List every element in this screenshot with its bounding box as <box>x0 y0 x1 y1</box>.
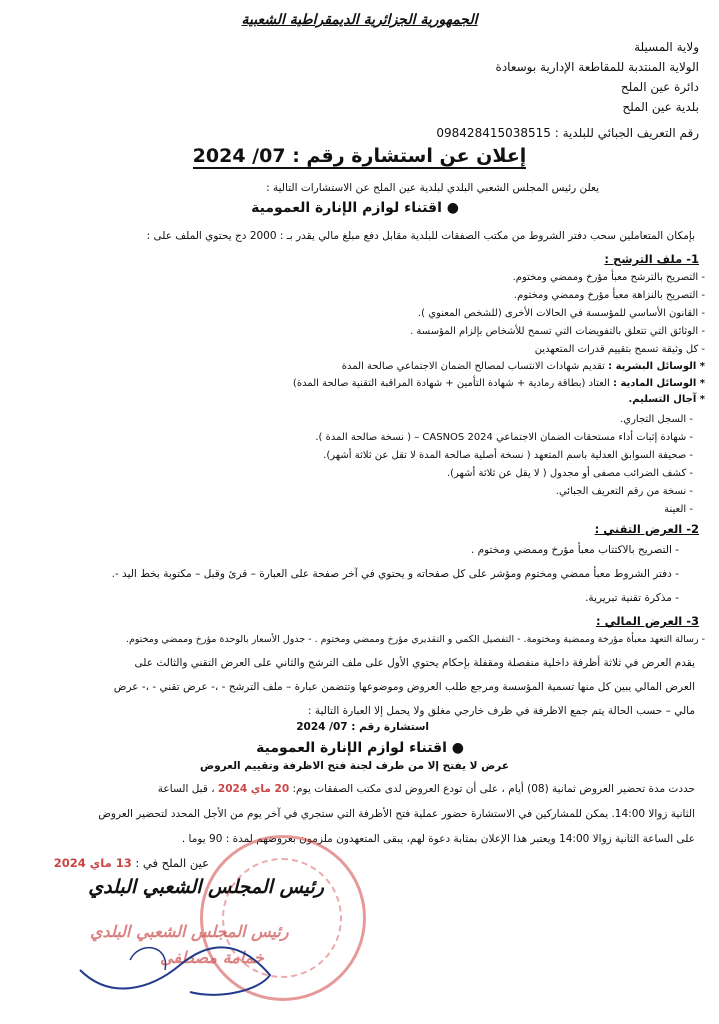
section1-doc: - العينة <box>664 504 693 515</box>
section1-item: - الوثائق التي تتعلق بالتفويضات التي تسمح للأشخاص بإلزام المؤسسة . <box>410 326 705 337</box>
announcement-intro: يعلن رئيس المجلس الشعبي البلدي لبلدية عين الملح عن الاستشارات التالية : <box>266 182 599 194</box>
section1-doc: - نسخة من رقم التعريف الجبائي. <box>555 486 693 497</box>
wilaya-line: ولاية المسيلة <box>634 40 699 54</box>
subject-heading-repeat: ● اقتناء لوازم الإنارة العمومية <box>256 740 464 756</box>
stamp-name-text: خمامة مصطفى <box>160 948 264 967</box>
submission-line: مالي – حسب الحالة يتم جمع الاظرفة في ظرف خارجي مغلق ولا يحمل إلا العبارة التالية : <box>307 705 695 717</box>
section1-doc: - كشف الضرائب مصفى أو مجدول ( لا يقل عن ثلاثة أشهر). <box>446 468 693 479</box>
delegated-wilaya-line: الولاية المنتدبة للمقاطعة الإدارية بوسعادة <box>495 60 699 74</box>
no-open-notice: عرض لا يفتح إلا من طرف لجنة فتح الاظرفة وتقييم العروض <box>199 760 509 772</box>
fiscal-id-line: رقم التعريف الجبائي للبلدية : 098428415038515 <box>436 126 699 140</box>
section3-items: - رسالة التعهد معبأة مؤرخة وممضية ومختومة. - التفصيل الكمي و التقديري مؤرخ وممضي ومختوم . - جدول الأسعار بالوحدة مؤرخ وممضي ومختوم. <box>125 634 705 645</box>
section1-item: - القانون الأساسي للمؤسسة في الحالات الأخرى (للشخص المعنوي ). <box>417 308 705 319</box>
section2-item: - التصريح بالاكتتاب معبأ مؤرخ وممضي ومختوم . <box>470 544 679 556</box>
section3-heading: 3- العرض المالي : <box>595 614 699 628</box>
subject-heading: ● اقتناء لوازم الإنارة العمومية <box>251 200 459 216</box>
deadline-line1: حددت مدة تحضير العروض ثمانية (08) أيام ، على أن تودع العروض لدى مكتب الصفقات يوم: 20 ماي 2024 ، قبل الساعة <box>157 783 695 795</box>
commune-line: بلدية عين الملح <box>622 100 699 114</box>
eligibility-text: بإمكان المتعاملين سحب دفتر الشروط من مكتب الصفقات للبلدية مقابل دفع مبلغ مالي يقدر بـ : 2000 دج يحتوي الملف على : <box>146 230 695 242</box>
section2-item: - مذكرة تقنية تبريرية. <box>585 592 679 604</box>
deadline-line2: الثانية زوالا 14:00. يمكن للمشاركين في الاستشارة حضور عملية فتح الأظرفة التي ستجري في آخر يوم من الأجل المحدد لتحضير العروض <box>98 808 695 820</box>
signer-title: رئيس المجلس الشعبي البلدي <box>88 876 324 898</box>
section1-item: - التصريح بالترشح معبأ مؤرخ وممضي ومختوم. <box>512 272 705 283</box>
section1-item: - كل وثيقة تسمح بتقييم قدرات المتعهدين <box>534 344 705 355</box>
announcement-title: إعلان عن استشارة رقم : 07/ 2024 <box>192 145 527 167</box>
section1-item: - التصريح بالنزاهة معبأ مؤرخ وممضي ومختوم. <box>514 290 705 301</box>
section1-doc: - صحيفة السوابق العدلية باسم المتعهد ( نسخة أصلية صالحة المدة لا تقل عن ثلاثة أشهر). <box>323 450 693 461</box>
material-means-line: * الوسائل المادية : العتاد (بطاقة رمادية + شهادة التأمين + شهادة المراقبة التقنية صالحة المدة) <box>292 378 705 389</box>
handwritten-signature <box>70 930 290 1010</box>
republic-header: الجمهورية الجزائرية الديمقراطية الشعبية <box>241 12 478 28</box>
section1-doc: - السجل التجاري. <box>620 414 693 425</box>
deadline-line3: على الساعة الثانية زوالا 14:00 ويعتبر هذا الإعلان بمثابة دعوة لهم، يبقى المتعهدون ملزمون بعروضهم لمدة : 90 يوما . <box>181 833 695 845</box>
section2-item: - دفتر الشروط معبأ ممضي ومختوم ومؤشر على كل صفحاته و يحتوي في آخر صفحة على العبارة – قرئ وقبل – مكتوبة بخط اليد -. <box>111 568 679 580</box>
section1-doc: - شهادة إثبات أداء مستحقات الضمان الاجتماعي CASNOS 2024 – ( نسخة صالحة المدة ). <box>315 432 693 443</box>
submission-line: العرض المالي يبين كل منها تسمية المؤسسة ومرجع طلب العروض وموضوعها وتتضمن عبارة – ملف الترشح - ،- عرض تقني - ،- عرض <box>113 681 695 693</box>
human-means-line: * الوسائل البشرية : تقديم شهادات الانتساب لمصالح الضمان الاجتماعي صالحة المدة <box>341 361 705 372</box>
stamp-signer-text: رئيس المجلس الشعبي البلدي <box>90 922 289 941</box>
consultation-reference: استشارة رقم : 07/ 2024 <box>296 721 429 733</box>
submission-line: يقدم العرض في ثلاثة أظرفة داخلية منفصلة ومقفلة بإحكام يحتوي الأول على ملف الترشح والثاني على العرض التقني والثالث على <box>134 657 695 669</box>
daira-line: دائرة عين الملح <box>620 80 699 94</box>
delivery-deadline-label: * آجال التسليم. <box>628 394 705 405</box>
section1-heading: 1- ملف الترشح : <box>604 252 699 266</box>
section2-heading: 2- العرض التقني : <box>594 522 699 536</box>
place-date-line: عين الملح في : 13 ماي 2024 <box>53 856 209 870</box>
